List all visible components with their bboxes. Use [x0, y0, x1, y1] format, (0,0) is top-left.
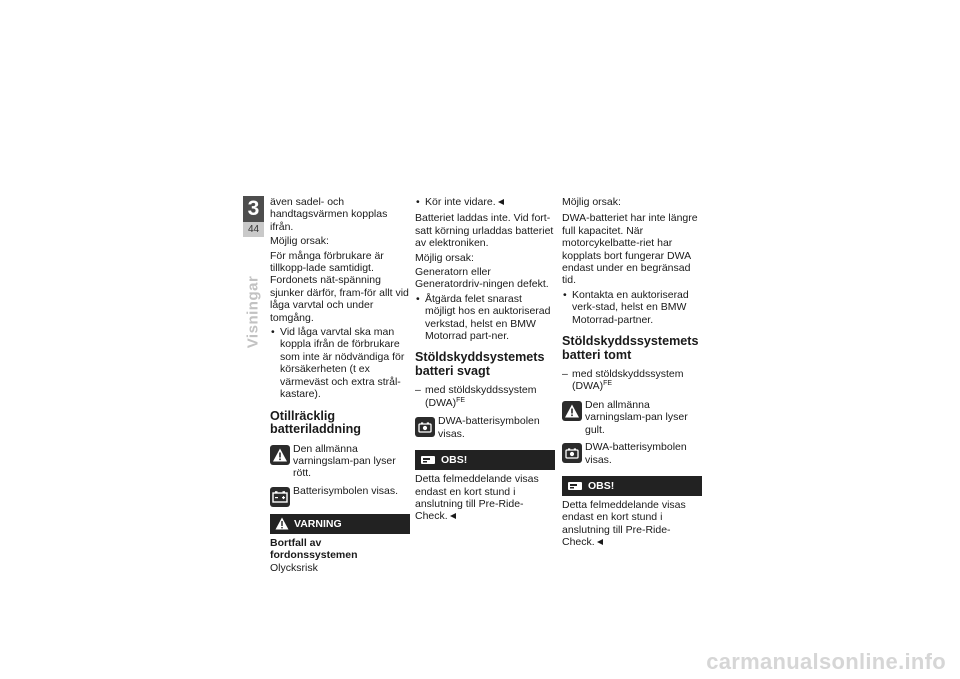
dwa-battery-icon [562, 443, 582, 463]
paragraph: Generatorn eller Generatordriv-ningen defekt. [415, 266, 549, 291]
obs-banner [415, 450, 555, 470]
icon-description: Batterisymbolen visas. [293, 484, 399, 497]
dwa-battery-icon [415, 417, 435, 437]
battery-icon [270, 487, 290, 507]
icon-row [562, 399, 702, 436]
obs-text [562, 499, 702, 549]
paragraph: För många förbrukare är tillkopp-lade samtidigt. Fordonets nät-spänning sjunker därför, fram-för allt vid låga varvtal och under tomgång. [270, 249, 409, 324]
bullet-text: Kör inte vidare. [425, 196, 496, 208]
bullet-item: • Kontakta en auktoriserad verk-stad, helst en BMW Motorrad-partner. [562, 289, 702, 326]
obs-hand-icon [420, 454, 436, 466]
end-mark-icon [597, 539, 603, 545]
page-number: 44 [243, 222, 264, 237]
icon-row [270, 485, 410, 507]
column-2 [415, 196, 555, 525]
warning-label: VARNING [294, 517, 342, 530]
obs-label: OBS! [441, 453, 468, 466]
end-mark-icon [498, 199, 504, 205]
obs-banner [562, 476, 702, 496]
warning-triangle-icon [270, 445, 290, 465]
bullet-item: • Vid låga varvtal ska man koppla ifrån de förbrukare som inte är nödvändiga för körsäkerheten (t ex värmeväst och extra strål-kastare). [270, 326, 410, 400]
icon-description: Den allmänna varningslam-pan lyser gult. [585, 398, 688, 436]
warning-triangle-icon [275, 517, 289, 530]
superscript: FE [603, 380, 613, 388]
dash-item [562, 368, 702, 393]
dash-text: med stöldskyddssystem (DWA) [572, 368, 684, 393]
section-heading: Stöldskyddsystemets batteri svagt [415, 350, 545, 378]
warning-banner [270, 514, 410, 534]
chapter-number: 3 [243, 196, 264, 222]
cause-label: Möjlig orsak: [270, 235, 329, 248]
obs-label: OBS! [588, 479, 615, 492]
icon-description: Den allmänna varningslam-pan lyser rött. [293, 442, 396, 480]
icon-description: DWA-batterisymbolen visas. [438, 415, 540, 440]
watermark: carmanualsonline.info [706, 649, 946, 674]
dash-item [415, 384, 555, 409]
superscript: FE [456, 396, 466, 404]
cause-label: Möjlig orsak: [415, 251, 474, 264]
icon-row [562, 441, 702, 466]
bullet-item: • Åtgärda felet snarast möjligt hos en auktoriserad verkstad, helst en BMW Motorrad part-ner. [415, 293, 555, 343]
obs-text-content: Detta felmeddelande visas endast en kort stund i anslutning till Pre-Ride-Check. [562, 498, 686, 549]
icon-row [415, 415, 555, 440]
end-mark-icon [450, 513, 456, 519]
warning-triangle-icon [562, 401, 582, 421]
section-heading: Stöldskyddssystemets batteri tomt [562, 334, 699, 362]
section-label: Visningar [244, 275, 262, 349]
dash-text: med stöldskyddssystem (DWA) [425, 384, 537, 409]
column-3 [562, 196, 702, 551]
warning-subtitle: Olycksrisk [270, 561, 318, 574]
warning-title: Bortfall av fordonssystemen [270, 536, 358, 562]
paragraph: DWA-batteriet har inte längre full kapacitet. När motorcykelbatte-riet har kopplats bort fungerar DWA endast under en begränsad tid. [562, 212, 698, 287]
obs-text [415, 473, 555, 523]
bullet-item [415, 196, 555, 208]
icon-row [270, 443, 410, 480]
column-1 [270, 196, 410, 576]
obs-text-content: Detta felmeddelande visas endast en kort stund i anslutning till Pre-Ride-Check. [415, 473, 539, 523]
icon-description: DWA-batterisymbolen visas. [585, 441, 687, 466]
paragraph: även sadel- och handtagsvärmen kopplas ifrån. [270, 196, 388, 233]
obs-hand-icon [567, 480, 583, 492]
cause-label: Möjlig orsak: [562, 196, 621, 208]
chapter-tab [243, 196, 264, 237]
section-heading: Otillräcklig batteriladdning [270, 408, 361, 436]
paragraph: Batteriet laddas inte. Vid fort-satt körning urladdas batteriet av elektroniken. [415, 212, 554, 250]
